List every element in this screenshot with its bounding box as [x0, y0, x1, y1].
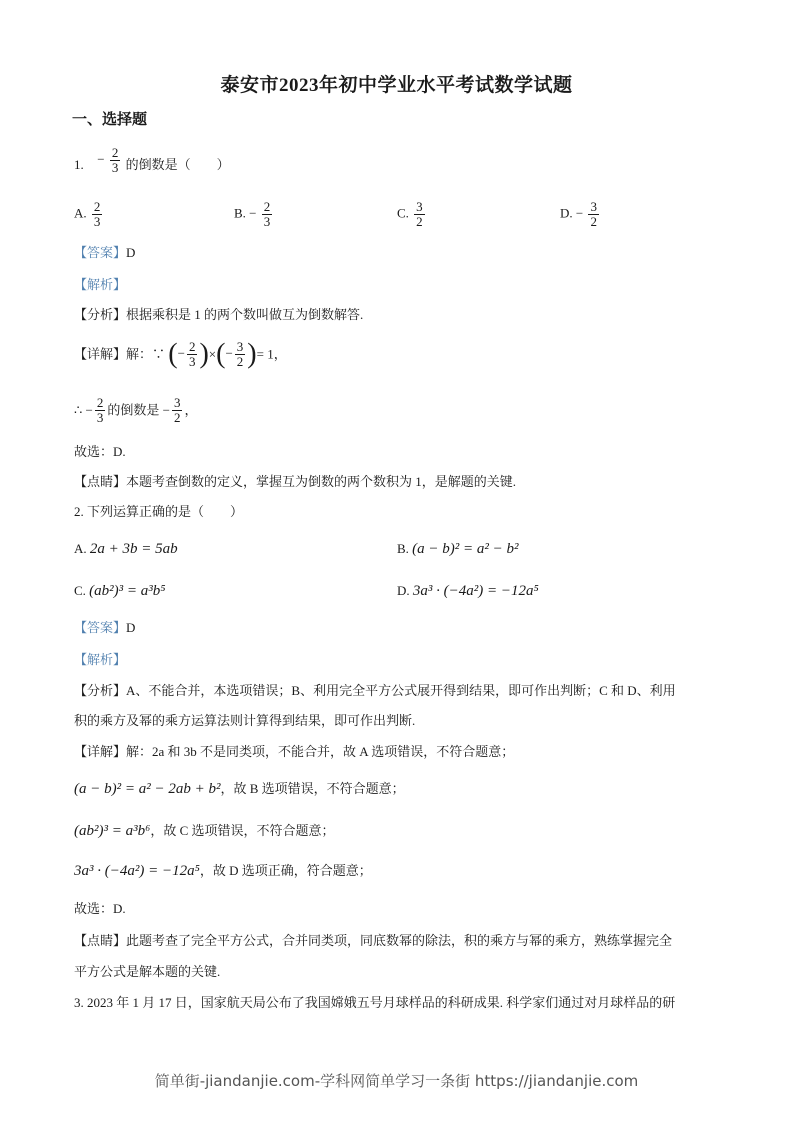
q3-line1: 3. 2023 年 1 月 17 日，国家航天局公布了我国嫦娥五号月球样品的科研成果. 科学家们通过对月球样品的研 — [74, 995, 676, 1010]
q1-analysis-tag: 【解析】 — [74, 277, 127, 292]
q2-analysis-tag: 【解析】 — [74, 652, 127, 667]
q2-option-c: C. (ab²)³ = a³b⁵ — [74, 583, 166, 599]
q2-step-d: 3a³ · (−4a²) = −12a⁵，故 D 选项正确，符合题意； — [74, 863, 372, 879]
q1-number: 1. — [74, 157, 84, 172]
q1-option-a: A. $\frac{2}{3}$ — [74, 199, 101, 229]
q1-stem-fraction: − $\frac{2}{3}$ — [97, 145, 119, 175]
q2-answer — [74, 619, 135, 637]
q2-dianjing-line1: 【点睛】此题考查了完全平方公式，合并同类项，同底数幂的除法，积的乘方与幂的乘方，熟练掌握完全 — [74, 933, 673, 948]
q1-stem-text: 的倒数是（ ） — [125, 157, 230, 172]
q1-option-d: D. − $\frac{3}{2}$ — [560, 199, 597, 229]
q2-xiangjie-line1: 【详解】解：2a 和 3b 不是同类项，不能合并，故 A 选项错误，不符合题意； — [74, 744, 515, 759]
answer-value: D — [126, 620, 136, 635]
q2-option-d: D. 3a³ · (−4a²) = −12a⁵ — [397, 583, 539, 599]
section-heading: 一、选择题 — [72, 112, 148, 128]
q2-stem: 2. 下列运算正确的是（ ） — [74, 504, 244, 519]
page-title: 泰安市2023年初中学业水平考试数学试题 — [220, 75, 573, 96]
q1-option-c: C. $\frac{3}{2}$ — [397, 199, 423, 229]
answer-value: D — [126, 245, 136, 260]
answer-tag: 【答案】 — [74, 245, 127, 260]
q1-stem — [74, 146, 230, 175]
q1-fenxi: 【分析】根据乘积是 1 的两个数叫做互为倒数解答. — [74, 307, 364, 322]
q2-option-a: A. 2a + 3b = 5ab — [74, 541, 178, 557]
q2-choose: 故选：D. — [74, 901, 126, 916]
q1-answer — [74, 244, 135, 262]
q2-step-b: (a − b)² = a² − 2ab + b²，故 B 选项错误，不符合题意； — [74, 781, 405, 797]
q1-choose: 故选：D. — [74, 444, 126, 459]
q2-fenxi-line1: 【分析】A、不能合并，本选项错误；B、利用完全平方公式展开得到结果，即可作出判断；C 和 D、利用 — [74, 683, 676, 698]
q1-dianjing: 【点睛】本题考查倒数的定义，掌握互为倒数的两个数积为 1，是解题的关键. — [74, 474, 517, 489]
q2-dianjing-line2: 平方公式是解本题的关键. — [74, 964, 221, 979]
answer-tag: 【答案】 — [74, 620, 127, 635]
footer-watermark: 简单街-jiandanjie.com-学科网简单学习一条街 https://jiandanjie.com — [154, 1072, 639, 1090]
q2-step-c: (ab²)³ = a³b⁶，故 C 选项错误，不符合题意； — [74, 823, 335, 839]
q2-fenxi-line2: 积的乘方及幂的乘方运算法则计算得到结果，即可作出判断. — [74, 713, 416, 728]
q2-option-b: B. (a − b)² = a² − b² — [397, 541, 519, 557]
q1-xiangjie: 【详解】解：∵ (− $\frac{2}{3}$ )×(− $\frac{3}{2}$ )= 1， — [74, 338, 287, 370]
q1-option-b: B. − $\frac{2}{3}$ — [234, 199, 271, 229]
q1-therefore: ∴ − $\frac{2}{3}$ 的倒数是 − $\frac{3}{2}$ ， — [74, 395, 198, 425]
